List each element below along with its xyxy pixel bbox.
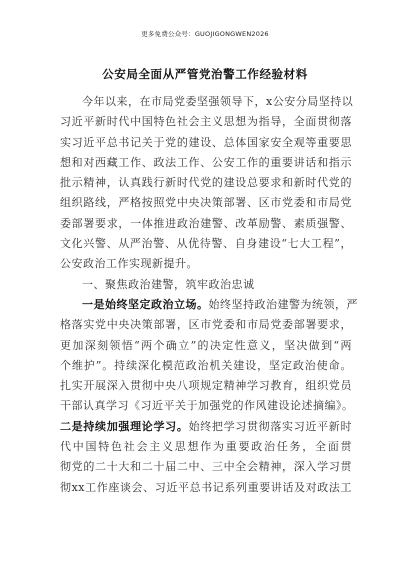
- item-lead: 二是持续加强理论学习。: [60, 419, 189, 433]
- paragraph-line: 扎实开展深入贯彻中央八项规定精神学习教育，组织党员: [60, 379, 352, 393]
- paragraph-line: 组织路线，严格按照党中央决策部署、区市党委和市局党: [60, 196, 352, 210]
- paragraph-line: 想和对西藏工作、政法工作、公安工作的重要讲话和指示: [60, 155, 352, 169]
- paragraph-line: 更加深刻领悟“两个确立”的决定性意义，坚决做到“两: [60, 338, 352, 352]
- paragraph-line: [60, 417, 352, 437]
- paragraph-line: [60, 295, 358, 315]
- paragraph-line: 委部署要求，一体推进政治建警、改革励警、素质强警、: [60, 216, 352, 230]
- item-lead: 一是始终坚定政治立场。: [82, 297, 209, 311]
- paragraph-line: 公安政治工作实现新提升。: [60, 257, 198, 271]
- paragraph-line: 格落实党中央决策部署，区市党委和市局党委部署要求，: [60, 318, 352, 332]
- paragraph-line: 个维护”。持续深化模范政治机关建设，坚定政治使命。: [60, 358, 352, 372]
- section-heading: 一、聚焦政治建警，筑牢政治忠诚: [82, 277, 255, 291]
- paragraph-line: 彻xx工作座谈会、习近平总书记系列重要讲话及对政法工: [60, 480, 352, 494]
- item-text: 始终把学习贯彻落实习近平新时: [188, 419, 352, 433]
- paragraph-line: 今年以来，在市局党委坚强领导下，x公安分局坚持以: [82, 95, 354, 108]
- paragraph-line: 文化兴警、从严治警、从优待警、自身建设“七大工程”，: [60, 237, 352, 251]
- paragraph-line: 实习近平总书记关于党的建设、总体国家安全观等重要思: [60, 135, 352, 149]
- paragraph-line: 代中国特色社会主义思想作为重要政治任务，全面贯: [60, 440, 352, 454]
- paragraph-line: 彻党的二十大和二十届二中、三中全会精神，深入学习贯: [60, 460, 352, 474]
- document-title: 公安局全面从严管党治警工作经验材料: [102, 67, 308, 81]
- paragraph-line: 干部认真学习《习近平关于加强党的作风建设论述摘编》。: [60, 399, 354, 413]
- document-body: [60, 92, 358, 498]
- watermark-text: 更多免费公众号：GUOJIGONGWEN2026: [141, 30, 269, 38]
- paragraph-line: 批示精神，认真践行新时代党的建设总要求和新时代党的: [60, 176, 352, 190]
- paragraph-line: 习近平新时代中国特色社会主义思想为指导，全面贯彻落: [60, 115, 352, 129]
- item-text: 始终坚持政治建警为统领，严: [208, 297, 358, 311]
